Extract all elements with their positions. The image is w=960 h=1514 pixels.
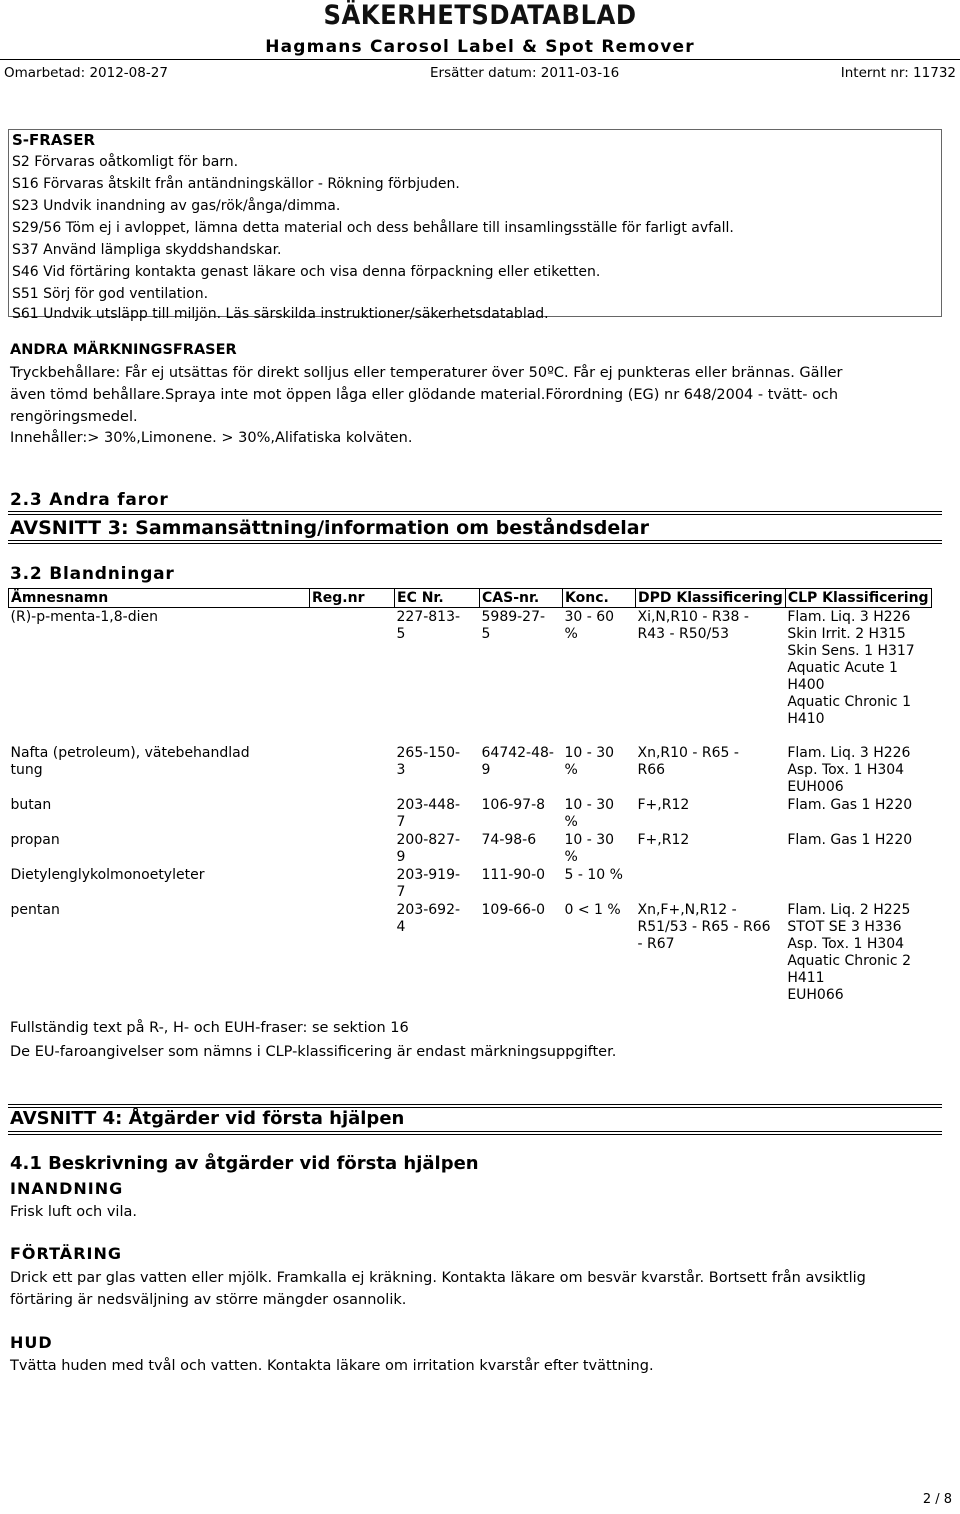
table-cell-cas: 111-90-0 — [481, 867, 546, 883]
s-phrase: S23 Undvik inandning av gas/rök/ånga/dimma. — [12, 198, 341, 214]
table-cell-clp — [785, 866, 931, 901]
table-row — [9, 744, 932, 796]
product-name: Hagmans Carosol Label & Spot Remover — [265, 37, 695, 57]
section-divider — [8, 514, 942, 515]
document-title: SÄKERHETSDATABLAD — [323, 0, 637, 31]
header-divider — [0, 59, 960, 60]
col-header: Reg.nr — [310, 589, 395, 608]
table-cell-clp: Flam. Liq. 3 H226 Asp. Tox. 1 H304 EUH006 — [787, 745, 911, 795]
composition-note: Fullständig text på R-, H- och EUH-fraser: se sektion 16 — [10, 1020, 409, 1036]
table-cell-dpd: F+,R12 — [637, 797, 690, 813]
inhalation-heading: INANDNING — [10, 1179, 124, 1198]
table-cell-ec: 203-919- 7 — [396, 867, 461, 900]
col-header: DPD Klassificering — [636, 589, 786, 608]
s-phrase: S16 Förvaras åtskilt från antändningskällor - Rökning förbjuden. — [12, 176, 460, 192]
section-3-title: AVSNITT 3: Sammansättning/information om beståndsdelar — [10, 517, 649, 539]
col-header: EC Nr. — [395, 589, 480, 608]
table-cell-conc: 10 - 30 % — [564, 832, 615, 865]
table-row — [9, 831, 932, 866]
table-cell-ec: 203-448- 7 — [396, 797, 461, 830]
col-header: CAS-nr. — [480, 589, 563, 608]
other-labels-line: Tryckbehållare: Får ej utsättas för direkt solljus eller temperaturer över 50ºC. Får ej punkteras eller brännas. Gäller — [10, 365, 843, 381]
table-cell-cas: 5989-27- 5 — [481, 609, 546, 642]
section-divider — [8, 511, 942, 512]
ingestion-text: förtäring är nedsväljning av större mängder osannolik. — [10, 1292, 407, 1308]
table-cell-dpd: Xn,F+,N,R12 - R51/53 - R65 - R66 - R67 — [637, 902, 771, 952]
table-cell-name: propan — [10, 832, 60, 848]
table-cell-cas: 64742-48- 9 — [481, 745, 554, 778]
table-cell-reg — [310, 866, 395, 901]
other-labels-line: även tömd behållare.Spraya inte mot öppen låga eller glödande material.Förordning (EG) nr 648/2004 - tvätt- och — [10, 387, 839, 403]
s-phrase: S29/56 Töm ej i avloppet, lämna detta material och dess behållare till insamlingsställe för farligt avfall. — [12, 220, 734, 236]
table-cell-conc: 10 - 30 % — [564, 745, 615, 778]
internal-number: Internt nr: 11732 — [840, 65, 956, 81]
skin-heading: HUD — [10, 1333, 53, 1352]
other-labels-heading: ANDRA MÄRKNINGSFRASER — [10, 342, 237, 358]
table-row — [9, 901, 932, 1004]
col-header: Ämnesnamn — [9, 589, 310, 608]
section-divider — [8, 540, 942, 541]
table-cell-conc: 5 - 10 % — [564, 867, 623, 883]
skin-text: Tvätta huden med tvål och vatten. Kontakta läkare om irritation kvarstår efter tvättning. — [10, 1358, 654, 1374]
table-cell-reg — [310, 608, 395, 745]
table-cell-dpd — [636, 866, 786, 901]
table-cell-name: Nafta (petroleum), vätebehandlad tung — [10, 745, 250, 778]
table-cell-clp: Flam. Gas 1 H220 — [787, 832, 913, 848]
table-cell-ec: 203-692- 4 — [396, 902, 461, 935]
replaces-date: Ersätter datum: 2011-03-16 — [430, 65, 620, 81]
table-row — [9, 796, 932, 831]
ingestion-text: Drick ett par glas vatten eller mjölk. Framkalla ej kräkning. Kontakta läkare om besvär kvarstår. Bortsett från avsiktlig — [10, 1270, 866, 1286]
table-cell-ec: 265-150- 3 — [396, 745, 461, 778]
table-row — [9, 866, 932, 901]
inhalation-text: Frisk luft och vila. — [10, 1204, 137, 1220]
table-cell-name: butan — [10, 797, 52, 813]
section-divider — [8, 1134, 942, 1135]
revised-date: Omarbetad: 2012-08-27 — [4, 65, 168, 81]
col-header: Konc. — [563, 589, 636, 608]
page-number: 2 / 8 — [922, 1492, 952, 1507]
table-cell-conc: 10 - 30 % — [564, 797, 615, 830]
table-cell-conc: 0 < 1 % — [564, 902, 621, 918]
table-row — [9, 608, 932, 745]
table-cell-conc: 30 - 60 % — [564, 609, 615, 642]
s-phrases-heading: S-FRASER — [12, 131, 96, 149]
composition-note: De EU-faroangivelser som nämns i CLP-klassificering är endast märkningsuppgifter. — [10, 1044, 617, 1060]
section-divider — [8, 543, 942, 544]
table-cell-cas: 106-97-8 — [481, 797, 546, 813]
table-cell-cas: 109-66-0 — [481, 902, 546, 918]
table-cell-cas: 74-98-6 — [481, 832, 537, 848]
table-cell-reg — [310, 901, 395, 1004]
other-labels-line: rengöringsmedel. — [10, 409, 138, 425]
ingestion-heading: FÖRTÄRING — [10, 1244, 122, 1263]
table-cell-reg — [310, 796, 395, 831]
table-cell-name: pentan — [10, 902, 60, 918]
s-phrase: S2 Förvaras oåtkomligt för barn. — [12, 154, 239, 170]
table-cell-clp: Flam. Liq. 2 H225 STOT SE 3 H336 Asp. Tox. 1 H304 Aquatic Chronic 2 H411 EUH066 — [787, 902, 911, 1003]
table-cell-dpd: F+,R12 — [637, 832, 690, 848]
table-header-row — [9, 589, 932, 608]
col-header: CLP Klassificering — [785, 589, 931, 608]
table-cell-name: Dietylenglykolmonoetyleter — [10, 867, 205, 883]
table-cell-ec: 200-827- 9 — [396, 832, 461, 865]
table-cell-name: (R)-p-menta-1,8-dien — [10, 609, 158, 625]
table-cell-clp: Flam. Gas 1 H220 — [787, 797, 913, 813]
s-phrase: S37 Använd lämpliga skyddshandskar. — [12, 242, 282, 258]
table-cell-dpd: Xi,N,R10 - R38 - R43 - R50/53 — [637, 609, 749, 642]
s-phrase: S51 Sörj för god ventilation. — [12, 286, 209, 302]
section-4-title: AVSNITT 4: Åtgärder vid första hjälpen — [10, 1108, 405, 1129]
table-cell-reg — [310, 831, 395, 866]
table-cell-clp: Flam. Liq. 3 H226 Skin Irrit. 2 H315 Skin Sens. 1 H317 Aquatic Acute 1 H400 Aquatic Chronic 1 H410 — [787, 609, 915, 727]
section-divider — [8, 1104, 942, 1105]
section-4-1-heading: 4.1 Beskrivning av åtgärder vid första hjälpen — [10, 1153, 479, 1174]
table-cell-dpd: Xn,R10 - R65 - R66 — [637, 745, 739, 778]
composition-table — [8, 588, 932, 1004]
table-cell-reg — [310, 744, 395, 796]
table-cell-ec: 227-813- 5 — [396, 609, 461, 642]
section-3-2-heading: 3.2 Blandningar — [10, 564, 175, 584]
other-labels-line: Innehåller:> 30%,Limonene. > 30%,Alifatiska kolväten. — [10, 430, 413, 446]
s-phrase: S46 Vid förtäring kontakta genast läkare och visa denna förpackning eller etiketten. — [12, 264, 601, 280]
section-2-3-heading: 2.3 Andra faror — [10, 490, 169, 510]
s-phrase: S61 Undvik utsläpp till miljön. Läs särskilda instruktioner/säkerhetsdatablad. — [12, 306, 549, 322]
section-divider — [8, 1131, 942, 1132]
